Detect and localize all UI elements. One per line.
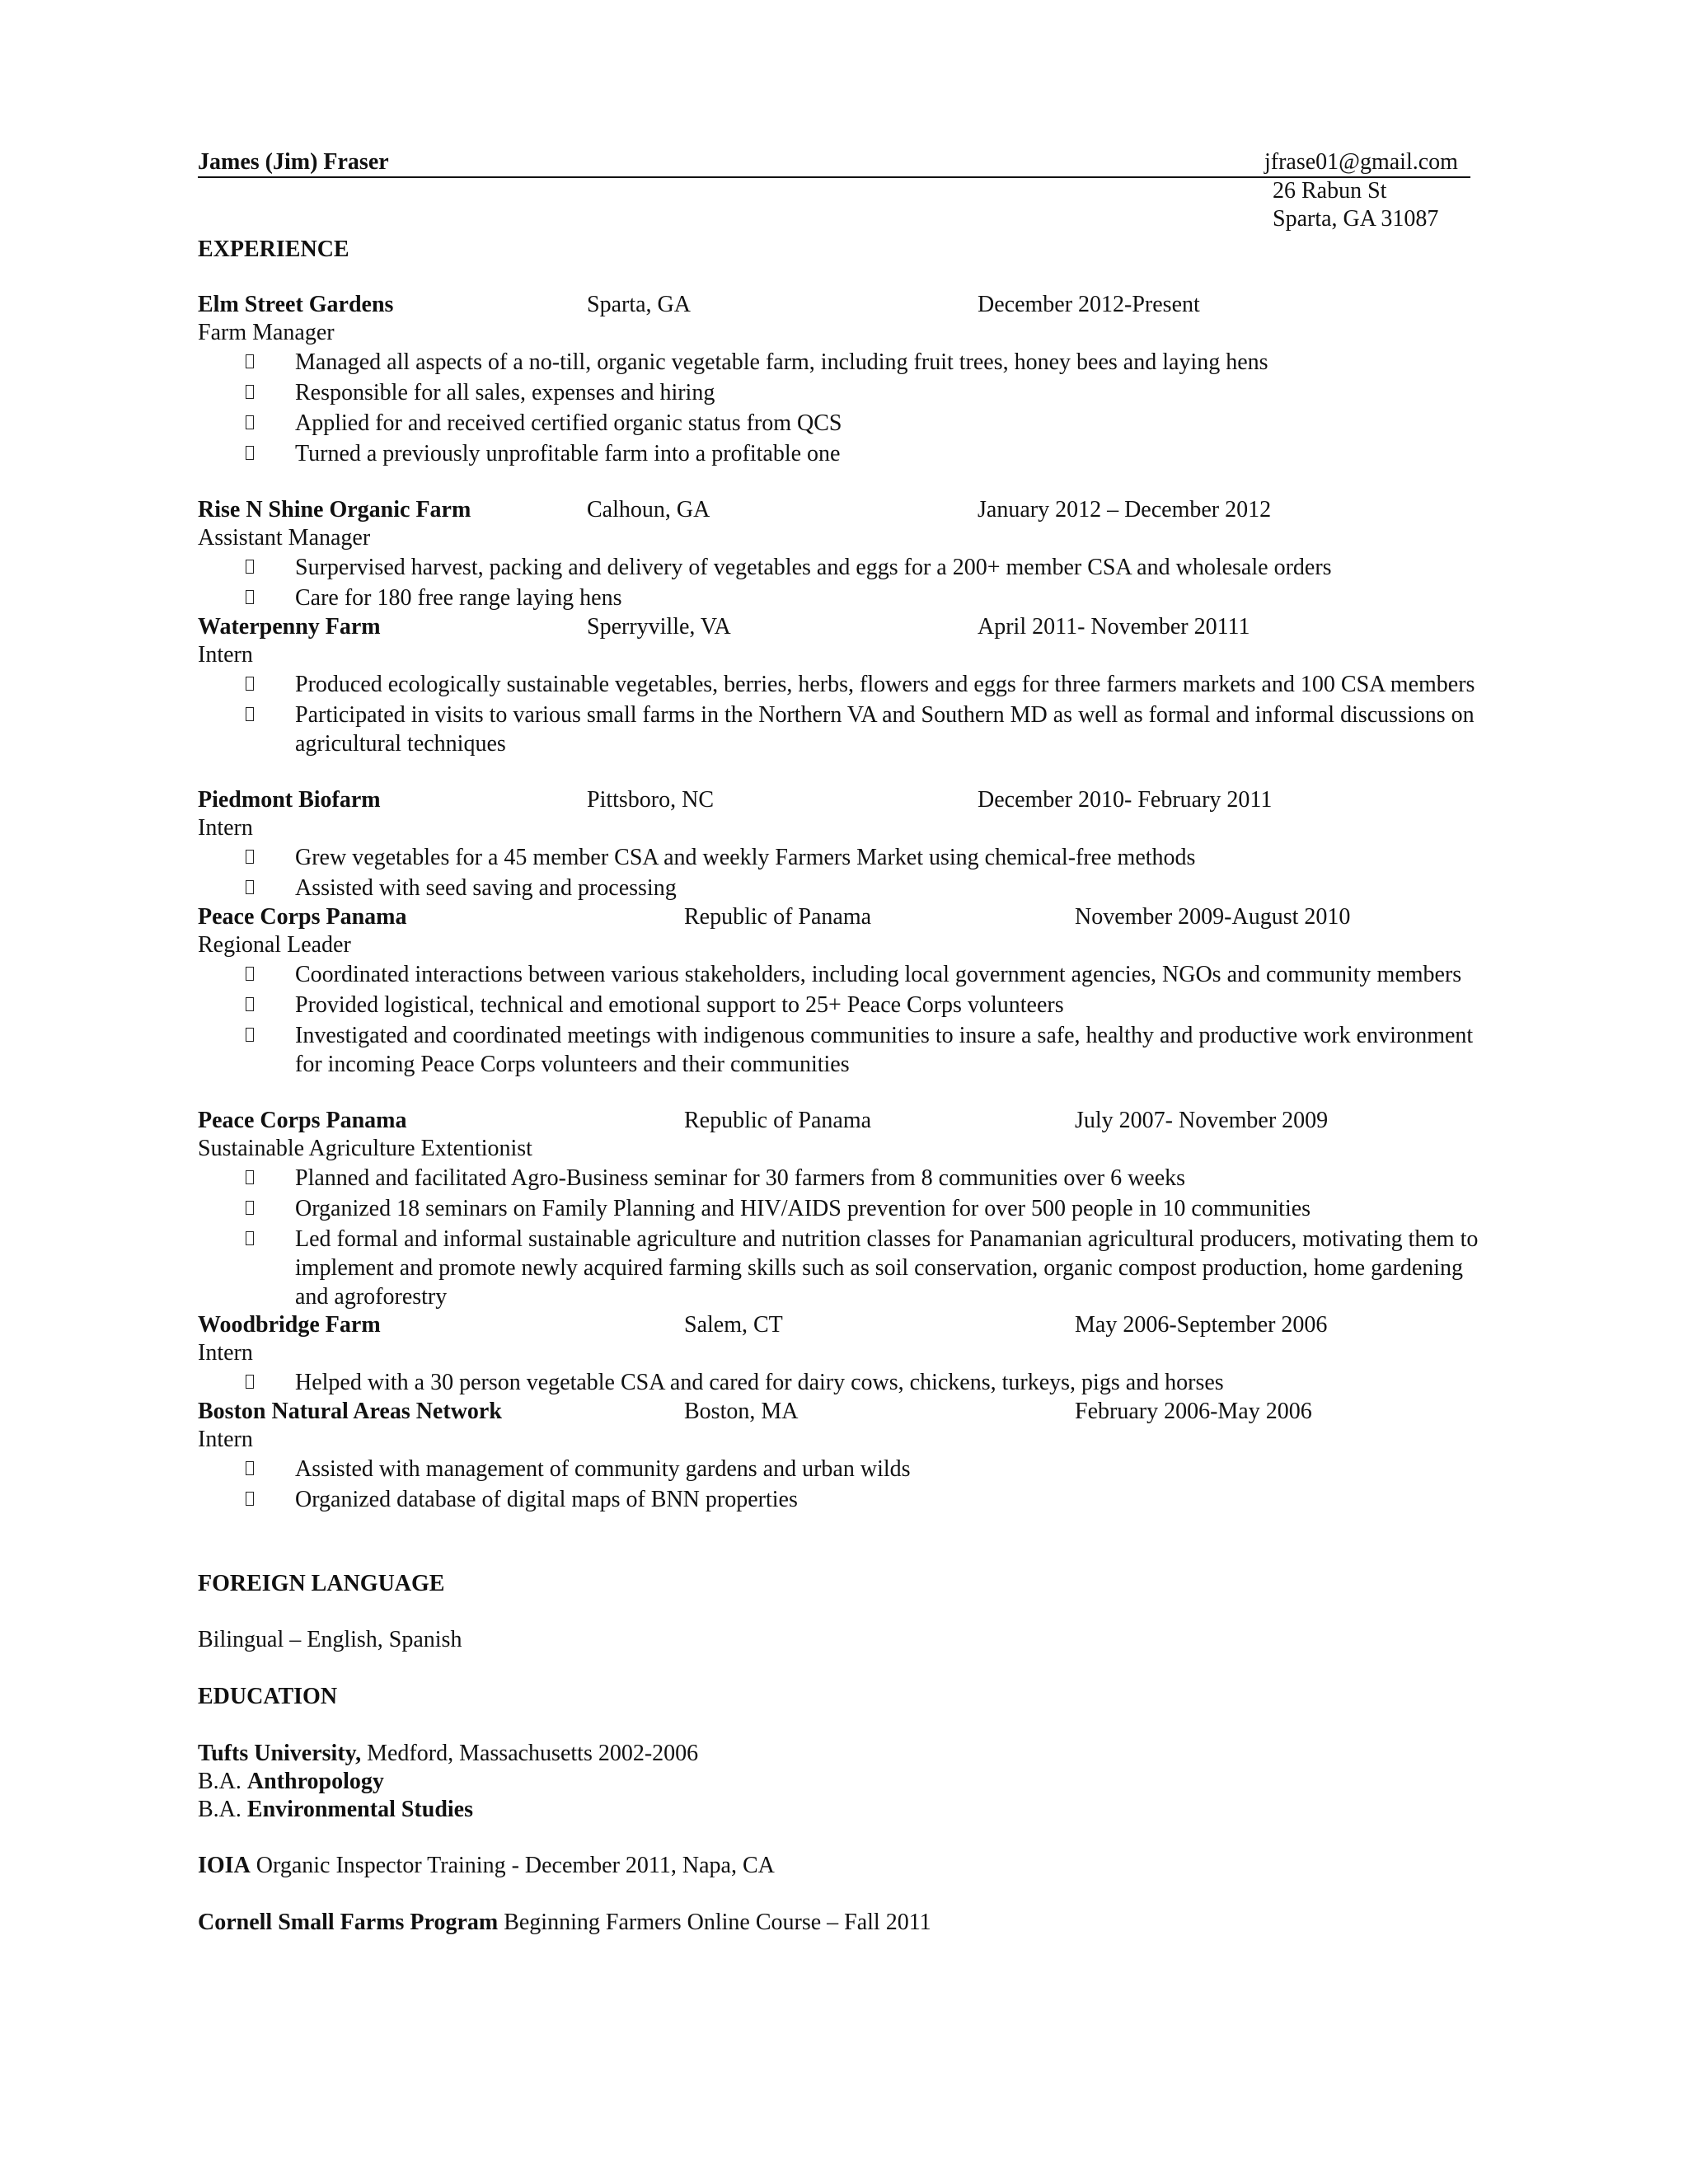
job-organization: Elm Street Gardens xyxy=(198,292,394,317)
education-tufts xyxy=(198,1739,698,1769)
job-entry xyxy=(198,1397,1484,1516)
job-bullets xyxy=(198,843,1484,902)
foreign-language-heading: FOREIGN LANGUAGE xyxy=(198,1571,445,1596)
job-dates: February 2006-May 2006 xyxy=(1075,1399,1312,1424)
job-organization: Boston Natural Areas Network xyxy=(198,1399,502,1424)
bullet-item: Organized database of digital maps of BNN properties xyxy=(198,1485,1484,1514)
education-ioia xyxy=(198,1851,775,1881)
job-organization: Woodbridge Farm xyxy=(198,1312,381,1338)
job-entry xyxy=(198,1310,1484,1399)
job-bullets xyxy=(198,670,1484,758)
bullet-item: Grew vegetables for a 45 member CSA and weekly Farmers Market using chemical-free methods xyxy=(198,843,1484,872)
bullet-glyph-icon xyxy=(246,1461,254,1475)
job-dates: July 2007- November 2009 xyxy=(1075,1108,1329,1133)
bullet-item: Care for 180 free range laying hens xyxy=(198,583,1484,612)
address-line-2: Sparta, GA 31087 xyxy=(1273,206,1439,232)
education-cornell xyxy=(198,1908,931,1938)
program-name: Cornell Small Farms Program xyxy=(198,1910,499,1935)
job-organization: Waterpenny Farm xyxy=(198,614,381,640)
job-location: Boston, MA xyxy=(684,1399,799,1424)
job-location: Pittsboro, NC xyxy=(587,787,715,813)
training-details: Organic Inspector Training - December 2011, Napa, CA xyxy=(250,1853,775,1878)
email-address[interactable]: jfrase01@gmail.com xyxy=(1264,149,1458,175)
job-location: Sperryville, VA xyxy=(587,614,731,640)
job-bullets xyxy=(198,553,1484,612)
bullet-item: Managed all aspects of a no-till, organic vegetable farm, including fruit trees, honey bees and laying hens xyxy=(198,348,1484,377)
job-location: Calhoun, GA xyxy=(587,497,710,523)
bullet-glyph-icon xyxy=(246,677,254,691)
bullet-item: Coordinated interactions between various stakeholders, including local government agencies, NGOs and community members xyxy=(198,960,1484,989)
job-role: Regional Leader xyxy=(198,932,351,958)
bullet-item: Planned and facilitated Agro-Business seminar for 30 farmers from 8 communities over 6 weeks xyxy=(198,1164,1484,1193)
job-bullets xyxy=(198,1368,1484,1397)
bullet-glyph-icon xyxy=(246,1170,254,1184)
bullet-item: Investigated and coordinated meetings with indigenous communities to insure a safe, healthy and productive work environment for incoming Peace Corps volunteers and their communities xyxy=(198,1021,1484,1079)
bullet-item: Provided logistical, technical and emotional support to 25+ Peace Corps volunteers xyxy=(198,991,1484,1019)
job-dates: November 2009-August 2010 xyxy=(1075,904,1351,930)
bullet-glyph-icon xyxy=(246,446,254,460)
bullet-item: Produced ecologically sustainable vegetables, berries, herbs, flowers and eggs for three farmers markets and 100 CSA members xyxy=(198,670,1484,699)
job-entry xyxy=(198,1106,1484,1313)
job-role: Intern xyxy=(198,1340,253,1366)
bullet-glyph-icon xyxy=(246,1492,254,1506)
bullet-glyph-icon xyxy=(246,850,254,864)
job-bullets xyxy=(198,1455,1484,1514)
bullet-item: Participated in visits to various small farms in the Northern VA and Southern MD as well as formal and informal discussions on agricultural techniques xyxy=(198,701,1484,758)
job-bullets xyxy=(198,1164,1484,1311)
bullet-item: Assisted with management of community gardens and urban wilds xyxy=(198,1455,1484,1483)
training-name: IOIA xyxy=(198,1853,251,1878)
bullet-glyph-icon xyxy=(246,385,254,399)
experience-heading: EXPERIENCE xyxy=(198,237,349,262)
job-location: Salem, CT xyxy=(684,1312,783,1338)
degree-prefix: B.A. xyxy=(198,1769,247,1794)
bullet-glyph-icon xyxy=(246,880,254,894)
degree-2 xyxy=(198,1795,473,1825)
bullet-glyph-icon xyxy=(246,415,254,429)
degree-prefix: B.A. xyxy=(198,1797,247,1822)
job-entry xyxy=(198,290,1484,470)
bullet-glyph-icon xyxy=(246,997,254,1011)
bullet-glyph-icon xyxy=(246,560,254,574)
job-organization: Peace Corps Panama xyxy=(198,904,407,930)
job-dates: April 2011- November 20111 xyxy=(978,614,1250,640)
job-organization: Piedmont Biofarm xyxy=(198,787,381,813)
job-role: Sustainable Agriculture Extentionist xyxy=(198,1136,532,1161)
job-entry xyxy=(198,495,1484,614)
bullet-glyph-icon xyxy=(246,1231,254,1245)
bullet-glyph-icon xyxy=(246,1028,254,1042)
job-entry xyxy=(198,612,1484,760)
job-location: Republic of Panama xyxy=(684,904,872,930)
job-location: Sparta, GA xyxy=(587,292,691,317)
bullet-item: Organized 18 seminars on Family Planning and HIV/AIDS prevention for over 500 people in 10 communities xyxy=(198,1194,1484,1223)
job-dates: May 2006-September 2006 xyxy=(1075,1312,1328,1338)
bullet-item: Applied for and received certified organic status from QCS xyxy=(198,409,1484,438)
job-dates: December 2012-Present xyxy=(978,292,1200,317)
job-dates: December 2010- February 2011 xyxy=(978,787,1273,813)
job-dates: January 2012 – December 2012 xyxy=(978,497,1272,523)
bullet-glyph-icon xyxy=(246,707,254,721)
bullet-glyph-icon xyxy=(246,590,254,604)
job-organization: Rise N Shine Organic Farm xyxy=(198,497,471,523)
job-bullets xyxy=(198,348,1484,468)
bullet-glyph-icon xyxy=(246,1375,254,1389)
school-name: Tufts University, xyxy=(198,1741,362,1766)
degree-major: Environmental Studies xyxy=(246,1797,473,1822)
language-skills: Bilingual – English, Spanish xyxy=(198,1627,462,1652)
job-role: Intern xyxy=(198,1427,253,1452)
bullet-glyph-icon xyxy=(246,1201,254,1215)
job-entry xyxy=(198,785,1484,904)
school-details: Medford, Massachusetts 2002-2006 xyxy=(361,1741,699,1766)
candidate-name: James (Jim) Fraser xyxy=(198,149,389,175)
bullet-item: Helped with a 30 person vegetable CSA and cared for dairy cows, chickens, turkeys, pigs and horses xyxy=(198,1368,1484,1397)
job-location: Republic of Panama xyxy=(684,1108,872,1133)
education-heading: EDUCATION xyxy=(198,1684,338,1709)
bullet-item: Responsible for all sales, expenses and hiring xyxy=(198,378,1484,407)
job-role: Intern xyxy=(198,815,253,841)
bullet-item: Assisted with seed saving and processing xyxy=(198,874,1484,902)
job-role: Assistant Manager xyxy=(198,525,371,551)
bullet-glyph-icon xyxy=(246,967,254,981)
job-bullets xyxy=(198,960,1484,1079)
degree-1 xyxy=(198,1767,384,1797)
bullet-item: Turned a previously unprofitable farm into a profitable one xyxy=(198,439,1484,468)
job-role: Intern xyxy=(198,642,253,668)
bullet-item: Led formal and informal sustainable agriculture and nutrition classes for Panamanian agricultural producers, motivating them to implement and promote newly acquired farming skills such as soil conservation, organic compost production, home gardening and agroforestry xyxy=(198,1225,1484,1311)
degree-major: Anthropology xyxy=(246,1769,384,1794)
job-entry xyxy=(198,902,1484,1080)
job-organization: Peace Corps Panama xyxy=(198,1108,407,1133)
job-role: Farm Manager xyxy=(198,320,335,345)
program-details: Beginning Farmers Online Course – Fall 2011 xyxy=(498,1910,931,1935)
address-line-1: 26 Rabun St xyxy=(1273,178,1387,204)
bullet-item: Surpervised harvest, packing and delivery of vegetables and eggs for a 200+ member CSA and wholesale orders xyxy=(198,553,1484,582)
bullet-glyph-icon xyxy=(246,354,254,368)
